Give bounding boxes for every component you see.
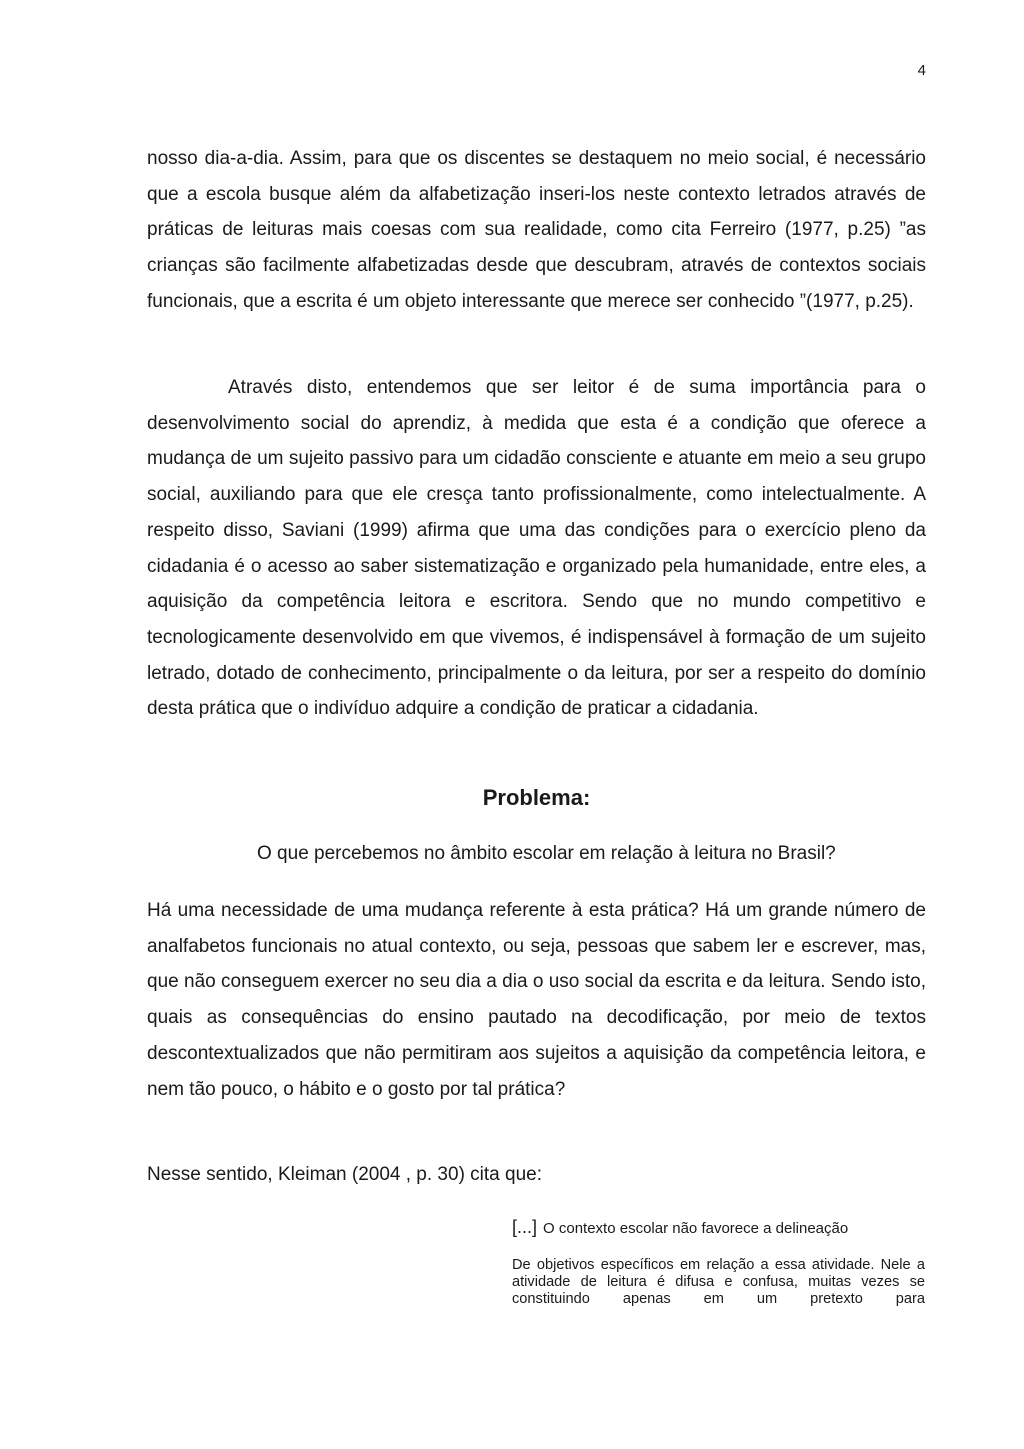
- paragraph-1: nosso dia-a-dia. Assim, para que os discentes se destaquem no meio social, é necessário que a escola busque além da alfabetização inseri-los neste contexto letrados através de práticas de leituras mais coesas com sua realidade, como cita Ferreiro (1977, p.25) ”as crianças são facilmente alfabetizadas desde que descubram, através de contextos sociais funcionais, que a escrita é um objeto interessante que merece ser conhecido ”(1977, p.25).: [147, 148, 926, 312]
- section-heading: [147, 785, 926, 811]
- block-quote-first-line: [512, 1217, 925, 1238]
- paragraph-3: Há uma necessidade de uma mudança referente à esta prática? Há um grande número de analfabetos funcionais no atual contexto, ou seja, pessoas que sabem ler e escrever, mas, que não conseguem exercer no seu dia a dia o uso social da escrita e da leitura. Sendo isto, quais as consequências do ensino pautado na decodificação, por meio de textos descontextualizados que não permitiram aos sujeitos a aquisição da competência leitora, e nem tão pouco, o hábito e o gosto por tal prática?: [147, 900, 926, 1100]
- problem-question: O que percebemos no âmbito escolar em relação à leitura no Brasil?: [257, 843, 836, 864]
- paragraph-4: Nesse sentido, Kleiman (2004 , p. 30) cita que:: [147, 1164, 543, 1185]
- quote-first-line-text: O contexto escolar não favorece a delineação: [543, 1220, 849, 1237]
- block-quote-body: De objetivos específicos em relação a essa atividade. Nele a atividade de leitura é difusa e confusa, muitas vezes se constituindo apenas em um pretexto para: [512, 1257, 925, 1307]
- page-number: 4: [917, 62, 926, 79]
- paragraph-2: Através disto, entendemos que ser leitor é de suma importância para o desenvolvimento social do aprendiz, à medida que esta é a condição que oferece a mudança de um sujeito passivo para um cidadão consciente e atuante em meio a seu grupo social, auxiliando para que ele cresça tanto profissionalmente, como intelectualmente. A respeito disso, Saviani (1999) afirma que uma das condições para o exercício pleno da cidadania é o acesso ao saber sistematização e organizado pela humanidade, entre eles, a aquisição da competência leitora e escritora. Sendo que no mundo competitivo e tecnologicamente desenvolvido em que vivemos, é indispensável à formação de um sujeito letrado, dotado de conhecimento, principalmente o da leitura, por ser a respeito do domínio desta prática que o indivíduo adquire a condição de praticar a cidadania.: [147, 377, 926, 720]
- section-heading-text: Problema:: [482, 785, 591, 810]
- quote-ellipsis: [...]: [512, 1217, 538, 1237]
